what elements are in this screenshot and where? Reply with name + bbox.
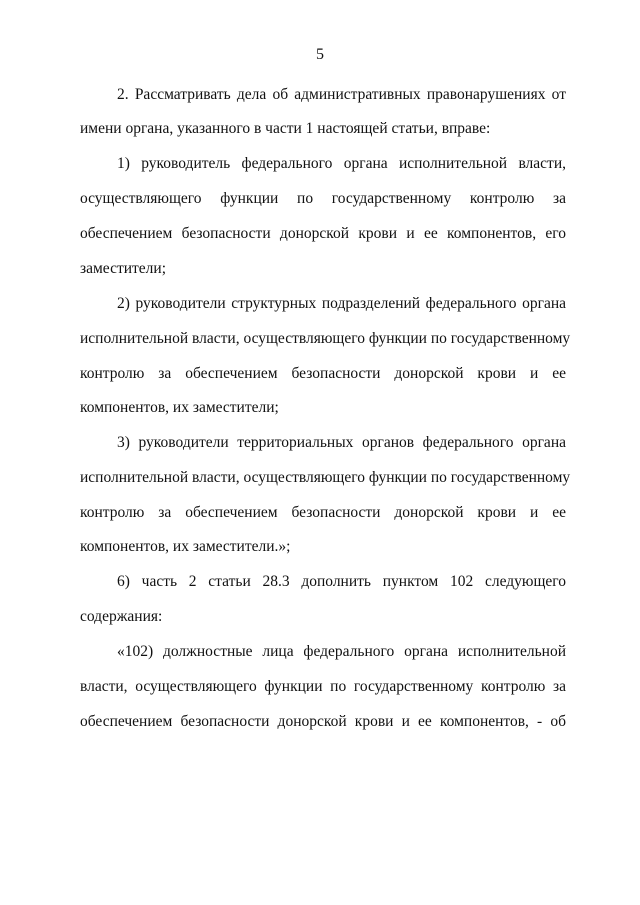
text-line: 2) руководители структурных подразделений федерального органа (117, 295, 566, 312)
text-line: контролю за обеспечением безопасности донорской крови и ее (80, 365, 566, 382)
text-line: обеспечением безопасности донорской крови и ее компонентов, его (80, 225, 566, 242)
text-line: 6) часть 2 статьи 28.3 дополнить пунктом 102 следующего (117, 573, 566, 590)
text-line: контролю за обеспечением безопасности донорской крови и ее (80, 504, 566, 521)
page-number: 5 (316, 46, 324, 63)
text-line: власти, осуществляющего функции по государственному контролю за (80, 678, 566, 695)
text-line: компонентов, их заместители.»; (80, 538, 291, 555)
text-line: 1) руководитель федерального органа исполнительной власти, (117, 155, 566, 172)
text-line: компонентов, их заместители; (80, 399, 279, 416)
text-line: заместители; (80, 260, 167, 277)
text-line: исполнительной власти, осуществляющего функции по государственному (80, 469, 571, 486)
text-line: «102) должностные лица федерального органа исполнительной (117, 643, 566, 660)
text-line: осуществляющего функции по государственному контролю за (80, 190, 566, 207)
text-line: содержания: (80, 608, 163, 625)
text-line: 3) руководители территориальных органов федерального органа (117, 434, 566, 451)
text-line: 2. Рассматривать дела об административных правонарушениях от (117, 86, 566, 103)
text-line: имени органа, указанного в части 1 настоящей статьи, вправе: (80, 120, 491, 137)
text-line: исполнительной власти, осуществляющего функции по государственному (80, 330, 571, 347)
text-line: обеспечением безопасности донорской крови и ее компонентов, - об (80, 713, 566, 730)
